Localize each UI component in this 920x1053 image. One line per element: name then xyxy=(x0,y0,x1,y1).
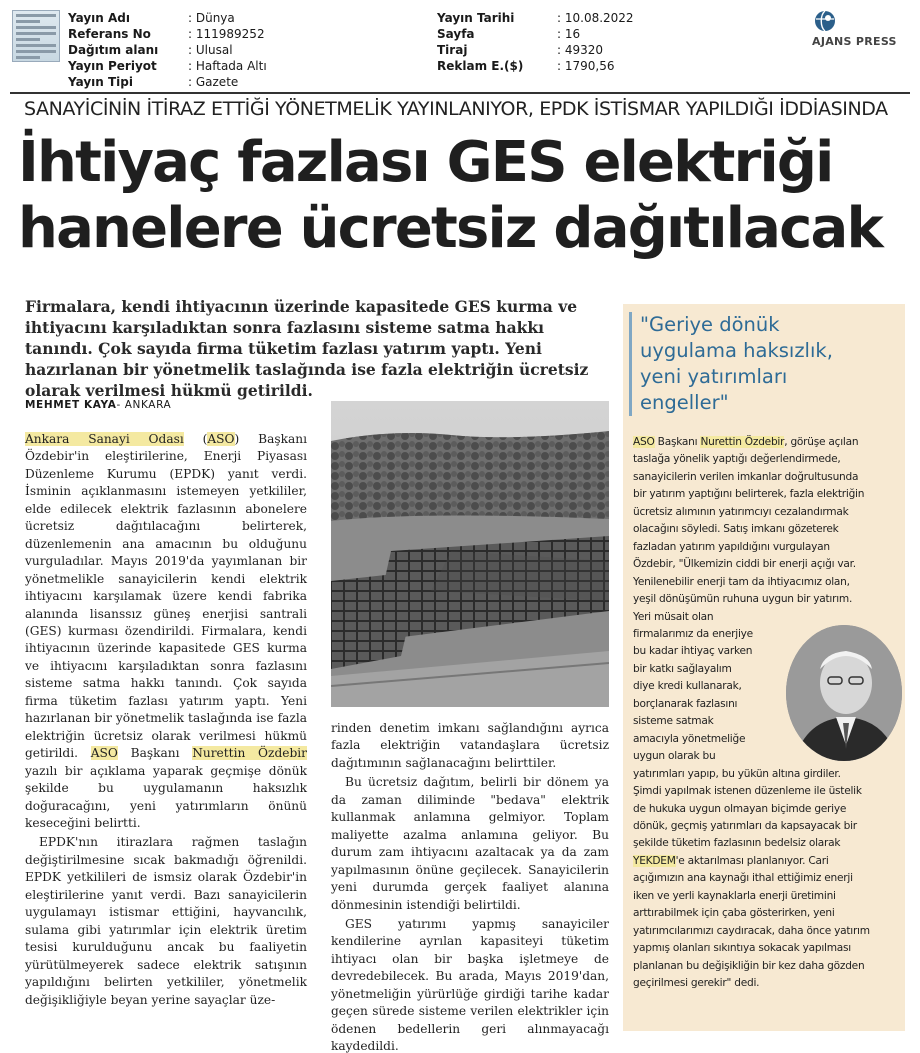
headline-line: hanelere ücretsiz dağıtılacak xyxy=(18,196,882,261)
highlight: ASO xyxy=(633,436,655,448)
meta-key: Reklam E.($) xyxy=(437,59,524,73)
sidebar-line: geçirilmesi gerekir" dedi. xyxy=(633,977,760,990)
sidebar-line: şekilde tüketim fazlasının bedelsiz olarak xyxy=(633,837,841,850)
paragraph xyxy=(25,431,307,832)
sidebar-line: fazladan yatırım yapıldığını vurgulayan xyxy=(633,540,830,553)
sidebar-line xyxy=(633,434,899,451)
sidebar-line: planlanan bu değişikliğin bir kez daha gözden xyxy=(633,959,865,972)
text-run: , görüşe açılan xyxy=(784,436,859,448)
sidebar-line: amacıyla yönetmeliğe xyxy=(633,732,746,745)
sidebar-line: bir yatırım yaptığını belirterek, fazla elektriğin xyxy=(633,488,865,501)
text-run: yazılı bir açıklama yaparak geçmişe dönük şekilde bu uygulamanın haksızlık doğuracağını, yeni yatırımların önünü keseceğini belirtti. xyxy=(25,763,307,830)
meta-value: : 1790,56 xyxy=(557,58,614,74)
pull-quote xyxy=(629,312,901,416)
article-headline xyxy=(18,130,908,262)
article-column-2 xyxy=(331,720,609,1053)
sidebar-line: yatırımları yapıp, bu yükün altına girdiler. xyxy=(633,767,841,780)
highlight: Ankara Sanayi Odası xyxy=(25,432,184,446)
meta-key: Referans No xyxy=(68,27,151,41)
logo-text: AJANS PRESS xyxy=(812,35,897,48)
sidebar-line: taslağa yönelik yaptığı değerlendirmede, xyxy=(633,453,841,466)
publication-meta-left xyxy=(68,10,267,90)
article-kicker: SANAYİCİNİN İTİRAZ ETTİĞİ YÖNETMELİK YAYINLANIYOR, EPDK İSTİSMAR YAPILDIĞI İDDİASINDA xyxy=(24,98,888,120)
byline-city: ANKARA xyxy=(124,399,172,411)
text-run: Başkanı xyxy=(117,746,193,761)
paragraph: rinden denetim imkanı sağlandığını ayrıca fazla elektriğin vatandaşlara ücretsiz dağıtımının sağlanacağını belirttiler. xyxy=(331,721,609,770)
meta-value: : 16 xyxy=(557,26,580,42)
publication-meta-right xyxy=(437,10,634,74)
meta-key: Tiraj xyxy=(437,43,468,57)
meta-key: Sayfa xyxy=(437,27,475,41)
text-run: ) Başkanı Özdebir'in eleştirilerine, Enerji Piyasası Düzenleme Kurumu (EPDK) yanıt verdi. İsminin açıklanmasını istemeyen yetkililer, elde edilecek elektrik fazlasının abonelere ücretsiz dağıtılacağını belirterek, düzenlemenin ana amacının bu olduğunu vurguladılar. Mayıs 2019'da yayımlanan bir yönetmelikle sanayicilerin kendi elektrik ihtiyacını karşılamak üzere kendi fabrika alanında lisanssız güneş enerjisi santrali (GES) kurması özendirildi. Firmalara, kendi ihtiyacının üzerinde kapasitede GES kurma ve ihtiyacını karşıladıktan sonra fazlasını sisteme satma hakkı tanındı. Çok sayıda firma tüketim fazlası yatırım yaptı. Yeni hazırlanan bir yönetmelik taslağında ise fazla elektriğin ücretsiz olarak verilmesi hükmü getirildi. xyxy=(25,432,307,761)
sidebar-line: sisteme satmak xyxy=(633,715,714,728)
meta-key: Yayın Tarihi xyxy=(437,11,515,25)
article-lead: Firmalara, kendi ihtiyacının üzerinde kapasitede GES kurma ve ihtiyacını karşıladıktan sonra fazlasını sisteme satma hakkı tanındı. Çok sayıda firma tüketim fazlası yatırım yaptı. Yeni hazırlanan bir yönetmelik taslağında ise fazla elektriğin ücretsiz olarak verilmesi hükmü getirildi. xyxy=(25,297,589,400)
page-thumbnail-icon xyxy=(12,10,60,62)
text-run: ( xyxy=(183,432,208,446)
meta-key: Yayın Periyot xyxy=(68,59,157,73)
meta-value: : Haftada Altı xyxy=(188,58,267,74)
sidebar-line: bir katkı sağlayalım xyxy=(633,662,732,675)
sidebar-line: yeşil dönüşümün ruhuna uygun bir yatırım. xyxy=(633,593,853,606)
byline-author: MEHMET KAYA xyxy=(25,399,117,411)
sidebar-line: Yenilenebilir enerji tam da ihtiyacımız olan, xyxy=(633,575,850,588)
sidebar-line: açığımızın ana kaynağı ithal ettiğimiz enerji xyxy=(633,872,853,885)
quote-line: engeller" xyxy=(640,391,729,414)
meta-value: : 10.08.2022 xyxy=(557,10,634,26)
sidebar-line: uygun olarak bu xyxy=(633,750,716,763)
sidebar-line: Yeri müsait olan xyxy=(633,610,714,623)
sidebar-line: firmalarımız da enerjiye xyxy=(633,627,753,640)
text-run: 'e aktarılması planlanıyor. Cari xyxy=(675,854,829,867)
meta-key: Yayın Tipi xyxy=(68,75,133,89)
sidebar-line: yapmış olanları sıkıntıya sokacak yapılması xyxy=(633,942,852,955)
paragraph: EPDK'nın itirazlara rağmen taslağın değiştirilmesine sıcak bakmadığı öğrenildi. EPDK yetkilileri de ismsiz olarak Özdebir'in eleştirilerine yanıt verdi. Bazı sanayicilerin uygulamayı istismar ettiğini, hayvancılık, sulama gibi yatırımlar için elektrik üretim tesisi kurulduğunu ancak bu faaliyetin yürütülmeyerek sadece elektrik satışının yapıldığını belirten yetkililer, yönetmelik değişikliğiyle beyan yerine sayaçlar üze- xyxy=(25,835,307,1007)
sidebar-line: ücretsiz alımının yatırımcıyı cezalandırmak xyxy=(633,505,849,518)
globe-logo-icon xyxy=(814,10,836,32)
sidebar-line xyxy=(633,853,899,870)
sidebar-line: olacağını söyledi. Satış imkanı gözeterek xyxy=(633,523,839,536)
sidebar-line: yatırımcılarımızı caydıracak, daha önce yatırım xyxy=(633,924,870,937)
sidebar-line: iken ve yerli kaynaklarla enerji üretimini xyxy=(633,889,836,902)
meta-value: : 49320 xyxy=(557,42,603,58)
highlight: ASO xyxy=(90,746,118,761)
meta-value: : Gazete xyxy=(188,74,238,90)
text-run: Başkanı xyxy=(654,436,701,448)
sidebar-line: borçlanarak fazlasını xyxy=(633,697,738,710)
sidebar-line: diye kredi kullanarak, xyxy=(633,680,742,693)
headline-line: İhtiyaç fazlası GES elektriği xyxy=(18,130,833,195)
sidebar-line: Özdebir, "Ülkemizin ciddi bir enerji açığı var. xyxy=(633,558,856,571)
sidebar-line: arttırabilmek için çaba gösterirken, yeni xyxy=(633,907,835,920)
paragraph: GES yatırımı yapmış sanayiciler kendilerine ayrılan kapasiteyi tüketim ihtiyacı olan bir başka işletmeye de devredebilecek. Bu arada, Mayıs 2019'dan, yönetmeliğin yürürlüğe girdiği tarihe kadar geçen sürede sisteme verilen elektrikler için ödenen bedellerin geri alınmayacağı kaydedildi. xyxy=(331,916,609,1053)
portrait-photo xyxy=(786,625,902,761)
quote-line: uygulama haksızlık, xyxy=(640,339,833,362)
highlight: Nurettin Özdebir xyxy=(700,436,785,448)
quote-line: yeni yatırımları xyxy=(640,365,788,388)
header-divider xyxy=(10,92,910,94)
sidebar-line: dönük, geçmiş yatırımları da kapsayacak bir xyxy=(633,819,857,832)
paragraph: Bu ücretsiz dağıtım, belirli bir dönem ya da zaman diliminde "bedava" elektrik kullanmak anlamına gelmiyor. Toplam maliyette azalma anlamına geliyor. Bu durum zam ihtiyacını azaltacak ya da zam yapılmasının önüne geçilecek. Sanayicilerin yeni durumda gerçek faaliyet alanına dönmesinin istendiği belirtildi. xyxy=(331,775,609,912)
meta-value: : Ulusal xyxy=(188,42,233,58)
meta-value: : 111989252 xyxy=(188,26,265,42)
solar-panels-photo xyxy=(331,401,609,707)
sidebar-line: Şimdi yapılmak istenen düzenleme ile üstelik xyxy=(633,785,862,798)
sidebar-line: de hukuka uygun olmayan biçimde geriye xyxy=(633,802,847,815)
highlight: YEKDEM xyxy=(633,854,676,867)
meta-key: Dağıtım alanı xyxy=(68,43,159,57)
highlight: ASO xyxy=(207,432,235,446)
quote-line: "Geriye dönük xyxy=(640,313,780,336)
article-column-1 xyxy=(25,431,307,1011)
sidebar-line: bu kadar ihtiyaç varken xyxy=(633,645,753,658)
highlight: Nurettin Özdebir xyxy=(192,746,307,761)
meta-key: Yayın Adı xyxy=(68,11,130,25)
sidebar-line: sanayicilerin verilen imkanlar doğrultusunda xyxy=(633,470,859,483)
article-byline: MEHMET KAYA- ANKARA xyxy=(25,399,172,411)
meta-value: : Dünya xyxy=(188,10,235,26)
